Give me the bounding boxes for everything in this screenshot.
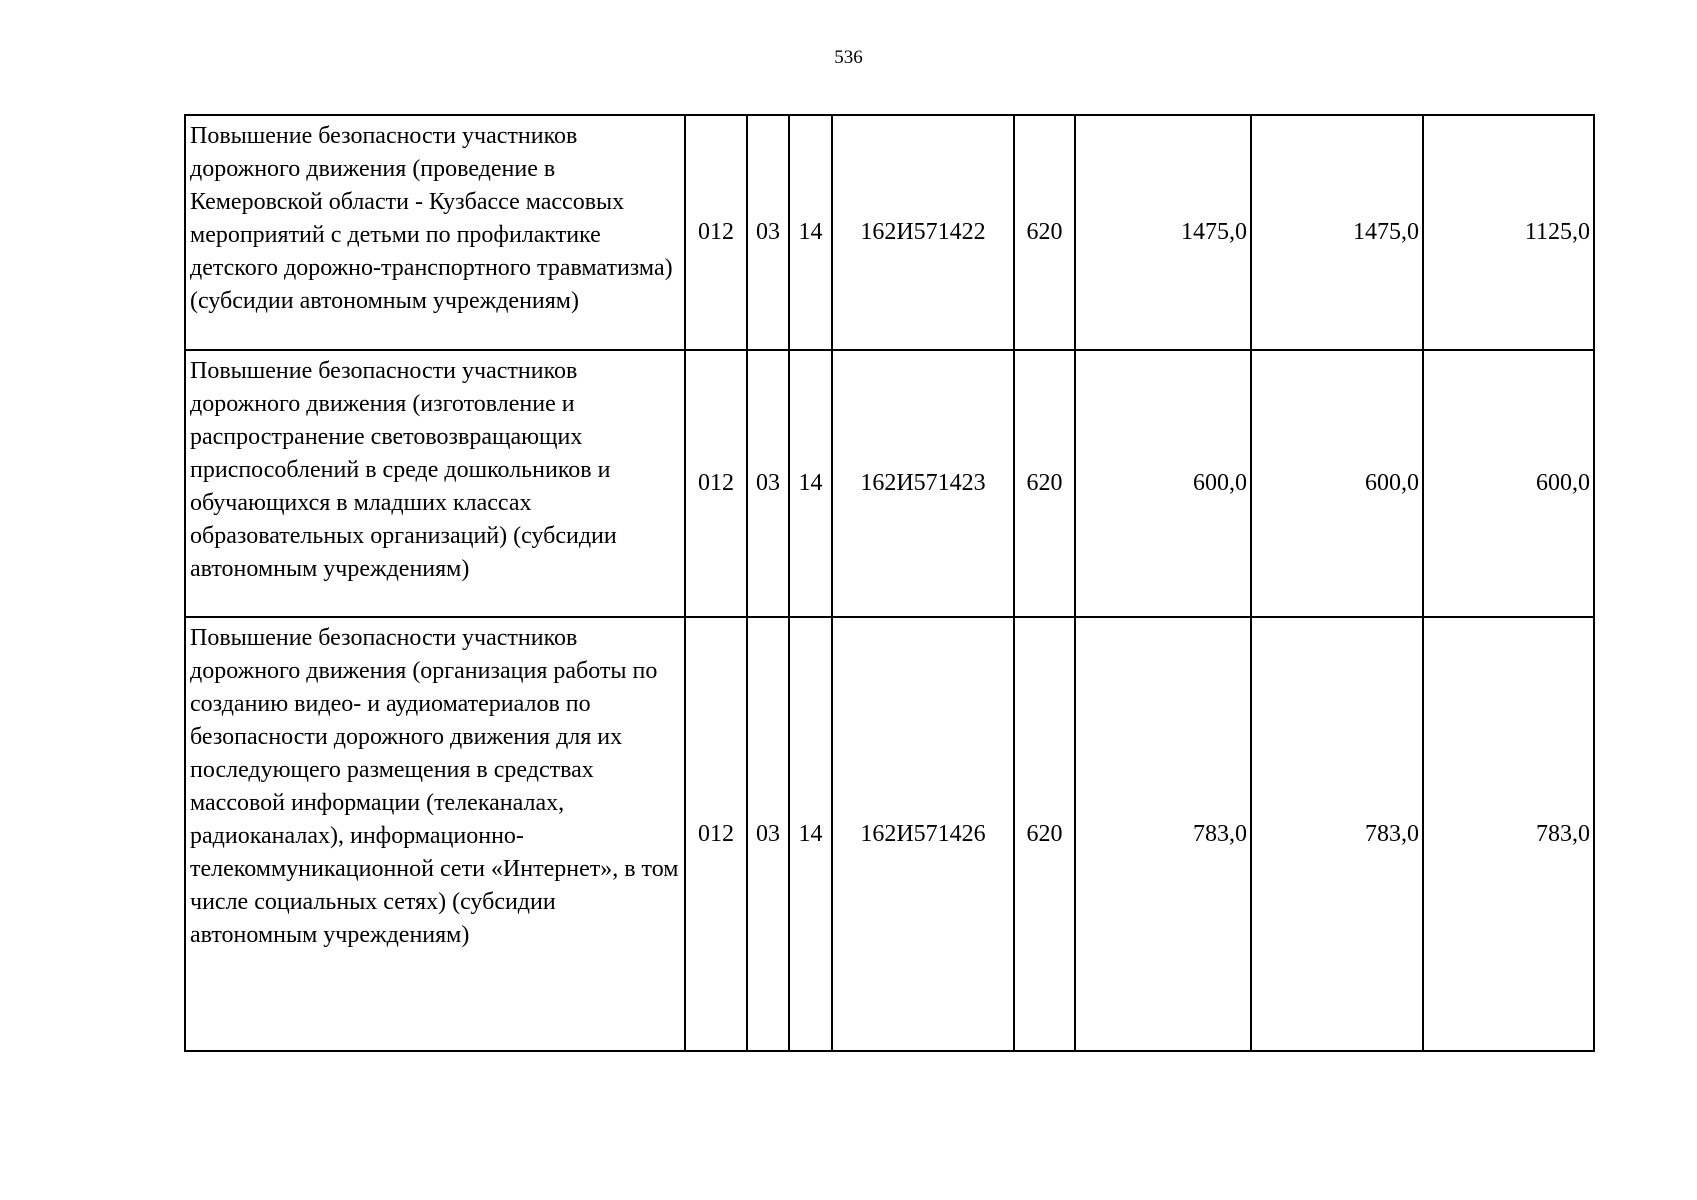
page-number: 536 [834,47,863,68]
table-row [185,617,1594,1051]
amount-year-1: 783,0 [1075,617,1251,1051]
expense-type-code: 620 [1014,617,1075,1051]
amount-year-3: 783,0 [1423,617,1594,1051]
row-description: Повышение безопасности участников дорожного движения (изготовление и распространение световозвращающих приспособлений в среде дошкольников и обучающихся в младших классах образовательных организаций) (субсидии автономным учреждениям) [185,350,685,617]
amount-year-2: 783,0 [1251,617,1423,1051]
ministry-code: 012 [685,350,747,617]
target-article-code: 162И571426 [832,617,1014,1051]
ministry-code: 012 [685,617,747,1051]
budget-table [184,114,1595,1052]
subsection-code: 14 [789,617,832,1051]
amount-year-3: 600,0 [1423,350,1594,617]
amount-year-1: 1475,0 [1075,115,1251,350]
target-article-code: 162И571423 [832,350,1014,617]
section-code: 03 [747,350,789,617]
section-code: 03 [747,617,789,1051]
amount-year-2: 600,0 [1251,350,1423,617]
target-article-code: 162И571422 [832,115,1014,350]
amount-year-2: 1475,0 [1251,115,1423,350]
section-code: 03 [747,115,789,350]
amount-year-1: 600,0 [1075,350,1251,617]
row-description: Повышение безопасности участников дорожного движения (организация работы по созданию видео- и аудиоматериалов по безопасности дорожного движения для их последующего размещения в средствах массовой информации (телеканалах, радиоканалах), информационно-телекоммуникационной сети «Интернет», в том числе социальных сетях) (субсидии автономным учреждениям) [185,617,685,1051]
table-row [185,115,1594,350]
expense-type-code: 620 [1014,350,1075,617]
expense-type-code: 620 [1014,115,1075,350]
amount-year-3: 1125,0 [1423,115,1594,350]
ministry-code: 012 [685,115,747,350]
row-description: Повышение безопасности участников дорожного движения (проведение в Кемеровской области - Кузбассе массовых мероприятий с детьми по профилактике детского дорожно-транспортного травматизма) (субсидии автономным учреждениям) [185,115,685,350]
subsection-code: 14 [789,115,832,350]
subsection-code: 14 [789,350,832,617]
table-row [185,350,1594,617]
